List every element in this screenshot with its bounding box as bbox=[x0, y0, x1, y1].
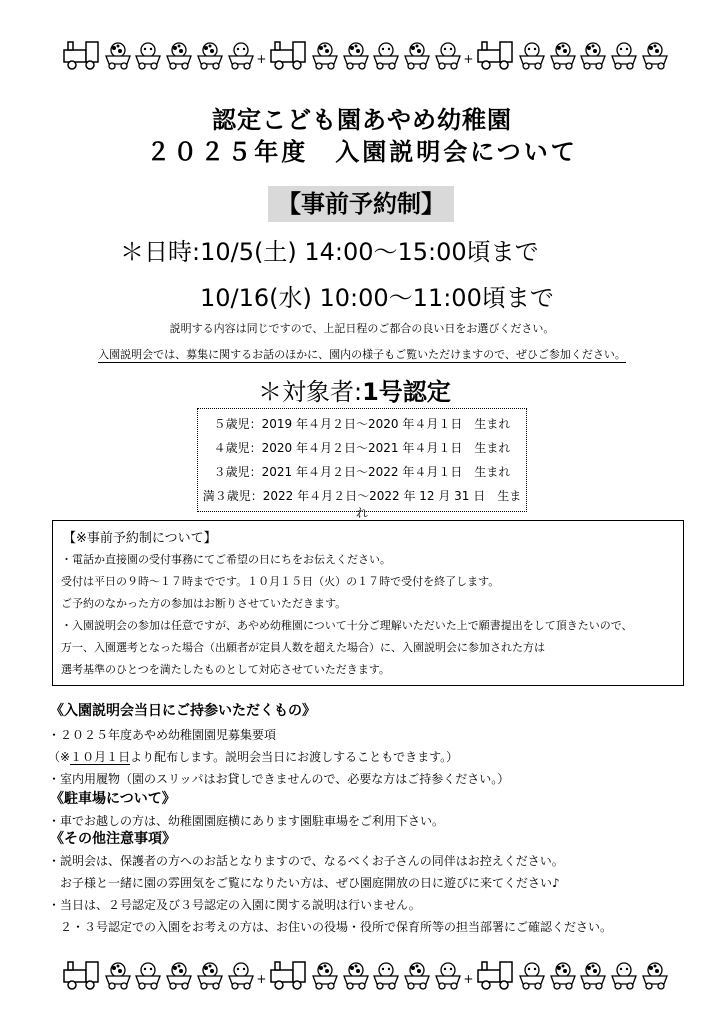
flower-car-icon bbox=[310, 960, 340, 990]
other-line: ・説明会は、保護者の方へのお話となりますので、なるべくお子さんの同伴はお控えください。 bbox=[48, 854, 564, 868]
train-engine-icon bbox=[60, 956, 102, 990]
note-view-garden: 入園説明会では、募集に関するお話のほかに、園内の様子もご覧いただけますので、ぜひご参加ください。 bbox=[98, 348, 626, 361]
animal-car-icon bbox=[517, 960, 547, 990]
connector-icon: + bbox=[463, 972, 474, 986]
train-engine-icon bbox=[474, 956, 516, 990]
animal-car-icon bbox=[226, 960, 256, 990]
connector-icon: + bbox=[256, 52, 267, 66]
other-heading: 《その他注意事項》 bbox=[50, 831, 176, 847]
flower-car-icon bbox=[164, 40, 194, 70]
flower-car-icon bbox=[402, 960, 432, 990]
reservation-info-line: 選考基準のひとつを満たしたものとして対応させていただきます。 bbox=[61, 663, 390, 676]
bring-line: （※１０月１日より配布します。説明会当日にお渡しすることもできます。） bbox=[48, 750, 459, 764]
flower-car-icon bbox=[578, 960, 608, 990]
reservation-info-line: ・電話か直接園の受付事務にてご希望の日にちをお伝えください。 bbox=[61, 553, 391, 566]
flower-car-icon bbox=[402, 40, 432, 70]
age-row: ５歳児：2019 年４月２日～2020 年４月１日 生まれ bbox=[213, 417, 511, 431]
reservation-info-line: 万一、入園選考となった場合（出願者が定員人数を超えた場合）に、入園説明会に参加された方は bbox=[61, 641, 545, 654]
flower-car-icon bbox=[164, 960, 194, 990]
datetime-line-2: 10/16(水) 10:00～11:00頃まで bbox=[200, 284, 554, 312]
target-heading: ＊対象者:1号認定 bbox=[258, 378, 451, 406]
reservation-info-line: ・入園説明会の参加は任意ですが、あやめ幼稚園について十分ご理解いただいた上で願書提出をして頂きたいので、 bbox=[61, 619, 633, 632]
flower-car-icon bbox=[548, 960, 578, 990]
flower-car-icon bbox=[103, 960, 133, 990]
parking-line: ・車でお越しの方は、幼稚園園庭横にあります園駐車場をご利用下さい。 bbox=[48, 814, 445, 828]
train-border-top bbox=[60, 30, 670, 70]
reservation-badge: 【事前予約制】 bbox=[268, 186, 454, 222]
parking-heading: 《駐車場について》 bbox=[50, 791, 176, 807]
train-border-bottom bbox=[60, 950, 670, 990]
animal-car-icon bbox=[433, 960, 463, 990]
page-subtitle: ２０２５年度 入園説明会について bbox=[146, 138, 578, 166]
page-title: 認定こども園あやめ幼稚園 bbox=[212, 106, 512, 134]
flower-car-icon bbox=[341, 960, 371, 990]
animal-car-icon bbox=[371, 960, 401, 990]
animal-car-icon bbox=[609, 960, 639, 990]
datetime-line-1: ＊日時:10/5(土) 14:00～15:00頃まで bbox=[120, 238, 539, 266]
reservation-info-line: 受付は平日の９時～１７時までです。１０月１５日（火）の１７時で受付を終了します。 bbox=[61, 575, 500, 588]
animal-car-icon bbox=[371, 40, 401, 70]
bring-line: ・室内用履物（園のスリッパはお貸しできませんので、必要な方はご持参ください。） bbox=[48, 772, 510, 786]
flower-car-icon bbox=[103, 40, 133, 70]
other-line: ・当日は、２号認定及び３号認定の入園に関する説明は行いません。 bbox=[48, 898, 421, 912]
flower-car-icon bbox=[341, 40, 371, 70]
note-same-content: 説明する内容は同じですので、上記日程のご都合の良い日をお選びください。 bbox=[169, 322, 555, 335]
animal-car-icon bbox=[133, 40, 163, 70]
flower-car-icon bbox=[195, 960, 225, 990]
age-row: 満３歳児：2022 年４月２日～2022 年 12 月 31 日 生まれ bbox=[202, 489, 522, 520]
bring-line: ・２０２５年度あやめ幼稚園園児募集要項 bbox=[48, 728, 277, 742]
other-line: お子様と一緒に園の雰囲気をご覧になりたい方は、ぜひ園庭開放の日に遊びに来てください♪ bbox=[48, 876, 560, 890]
flower-car-icon bbox=[310, 40, 340, 70]
reservation-info-line: ご予約のなかった方の参加はお断りさせていただきます。 bbox=[61, 597, 347, 610]
reservation-info-box bbox=[52, 520, 684, 686]
flower-car-icon bbox=[195, 40, 225, 70]
connector-icon: + bbox=[256, 972, 267, 986]
animal-car-icon bbox=[133, 960, 163, 990]
flower-car-icon bbox=[548, 40, 578, 70]
age-eligibility-box bbox=[197, 408, 527, 520]
flower-car-icon bbox=[640, 40, 670, 70]
train-engine-icon bbox=[474, 36, 516, 70]
train-engine-icon bbox=[267, 36, 309, 70]
train-engine-icon bbox=[267, 956, 309, 990]
other-line: ２・３号認定での入園をお考えの方は、お住いの役場・役所で保育所等の担当部署にご確認ください。 bbox=[48, 920, 613, 934]
train-engine-icon bbox=[60, 36, 102, 70]
age-row: ３歳児：2021 年４月２日～2022 年４月１日 生まれ bbox=[213, 465, 511, 479]
age-row: ４歳児：2020 年４月２日～2021 年４月１日 生まれ bbox=[213, 441, 511, 455]
flower-car-icon bbox=[578, 40, 608, 70]
connector-icon: + bbox=[463, 52, 474, 66]
flower-car-icon bbox=[640, 960, 670, 990]
reservation-info-title: 【※事前予約制について】 bbox=[63, 531, 217, 546]
bring-heading: 《入園説明会当日にご持参いただくもの》 bbox=[50, 703, 316, 719]
animal-car-icon bbox=[433, 40, 463, 70]
animal-car-icon bbox=[226, 40, 256, 70]
animal-car-icon bbox=[609, 40, 639, 70]
animal-car-icon bbox=[517, 40, 547, 70]
